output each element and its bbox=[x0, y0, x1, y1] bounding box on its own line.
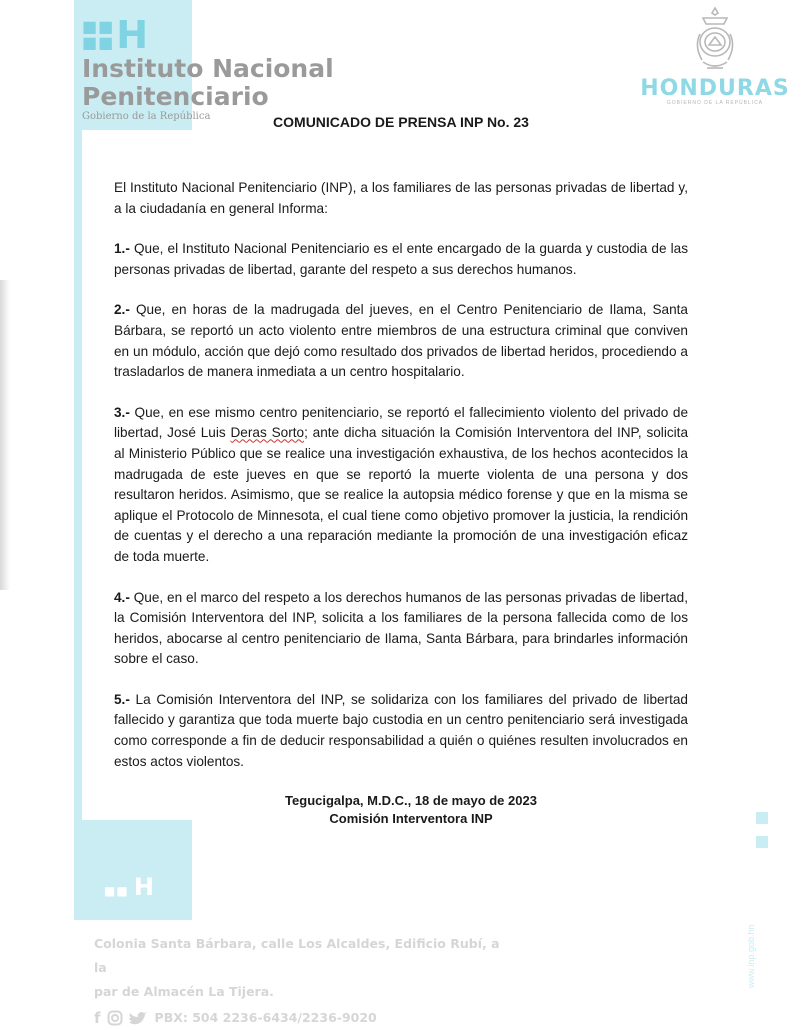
footer bbox=[94, 932, 514, 1030]
honduras-logo bbox=[640, 4, 790, 106]
point-text-a: Que, en ese mismo centro penitenciario, se reportó el fallecimiento violento del privado de libertad, José Luis bbox=[114, 404, 688, 441]
point-number: 1.- bbox=[114, 241, 130, 257]
document-title: COMUNICADO DE PRENSA INP No. 23 bbox=[273, 114, 529, 130]
website-vertical: www.inp.gob.hn bbox=[746, 924, 756, 988]
footer-inp-mark bbox=[104, 873, 154, 901]
inp-dots-icon: ■■ ■■ bbox=[82, 17, 115, 52]
intro-paragraph: El Instituto Nacional Penitenciario (INP), a los familiares de las personas privadas de libertad y, a la ciudadanía en general Informa: bbox=[114, 180, 688, 216]
footer-band bbox=[74, 820, 192, 920]
point-5 bbox=[114, 690, 688, 772]
point-text: Que, en horas de la madrugada del jueves, en el Centro Penitenciario de Ilama, Santa Bárbara, se reportó un acto violento entre miembros de una estructura criminal que conviven en un módulo, acción que dejó como resultado dos privados de libertad heridos, procediendo a trasladarlos de manera inmediata a un centro hospitalario. bbox=[114, 302, 688, 380]
social-icons bbox=[94, 1006, 147, 1030]
coat-of-arms-icon bbox=[687, 4, 743, 76]
inp-name-line2: Penitenciario bbox=[82, 82, 269, 111]
point-text: Que, el Instituto Nacional Penitenciario es el ente encargado de la guarda y custodia de las personas privadas de libertad, garante del respeto a sus derechos humanos. bbox=[114, 241, 688, 277]
point-3 bbox=[114, 403, 688, 568]
inp-logo bbox=[82, 13, 342, 122]
point-text: Que, en el marco del respeto a los derechos humanos de las personas privadas de libertad, la Comisión Interventora del INP, solicita a los familiares de la persona fallecida como de los heridos, abocarse al centro penitenciario de Ilama, Santa Bárbara, para brindarles información sobre el caso. bbox=[114, 589, 688, 667]
point-number: 4.- bbox=[114, 589, 130, 605]
inp-name-line1: Instituto Nacional bbox=[82, 54, 334, 83]
point-1 bbox=[114, 239, 688, 280]
address-line2: par de Almacén La Tijera. bbox=[94, 984, 274, 999]
twitter-icon[interactable] bbox=[129, 1011, 147, 1026]
document-body bbox=[114, 178, 688, 828]
honduras-sub: GOBIERNO DE LA REPÚBLICA bbox=[666, 100, 764, 106]
footer-mark-letter: H bbox=[133, 873, 154, 901]
point-number: 3.- bbox=[114, 404, 130, 420]
spellcheck-name: Deras Sorto bbox=[230, 425, 305, 441]
point-text: La Comisión Interventora del INP, se solidariza con los familiares del privado de libertad fallecido y garantiza que toda muerte bajo custodia en un centro penitenciario será investigada como corresponde a fin de deducir responsabilidad a quién o quiénes resulten involucrados en estos actos violentos. bbox=[114, 691, 688, 769]
point-number: 2.- bbox=[114, 302, 130, 318]
place-date: Tegucigalpa, M.D.C., 18 de mayo de 2023 bbox=[285, 793, 537, 809]
address-line1: Colonia Santa Bárbara, calle Los Alcaldes, Edificio Rubí, a la bbox=[94, 936, 500, 975]
facebook-icon[interactable]: f bbox=[94, 1009, 101, 1027]
inp-gov-label: Gobierno de la República bbox=[82, 111, 211, 122]
decor-square bbox=[756, 836, 768, 848]
point-2 bbox=[114, 300, 688, 382]
signature-block bbox=[114, 792, 688, 828]
point-text-b: ; ante dicha situación la Comisión Interventora del INP, solicita al Ministerio Público que se realice una investigación exhaustiva, de los hechos acontecidos la madrugada de este jueves en que se reportó la muerte violenta de una persona y dos resultaron heridos. Asimismo, que se realice la autopsia médico forense y que en la misma se aplique el Protocolo de Minnesota, el cual tiene como objetivo promover la justicia, la rendición de cuentas y el derecho a una reparación mediante la promoción de una investigación eficaz de toda muerte. bbox=[114, 425, 689, 564]
honduras-name: HONDURAS bbox=[640, 76, 790, 101]
page-edge-shadow bbox=[0, 280, 10, 590]
inp-mark-letter: H bbox=[116, 13, 149, 57]
phone-number: PBX: 504 2236-6434/2236-9020 bbox=[154, 1010, 377, 1025]
signer: Comisión Interventora INP bbox=[329, 811, 493, 827]
contact-row bbox=[94, 1006, 514, 1030]
footer-dots-icon: ■■ bbox=[104, 884, 134, 898]
inp-mark bbox=[82, 13, 342, 57]
decor-square bbox=[756, 812, 768, 824]
point-4 bbox=[114, 588, 688, 670]
point-number: 5.- bbox=[114, 691, 130, 707]
